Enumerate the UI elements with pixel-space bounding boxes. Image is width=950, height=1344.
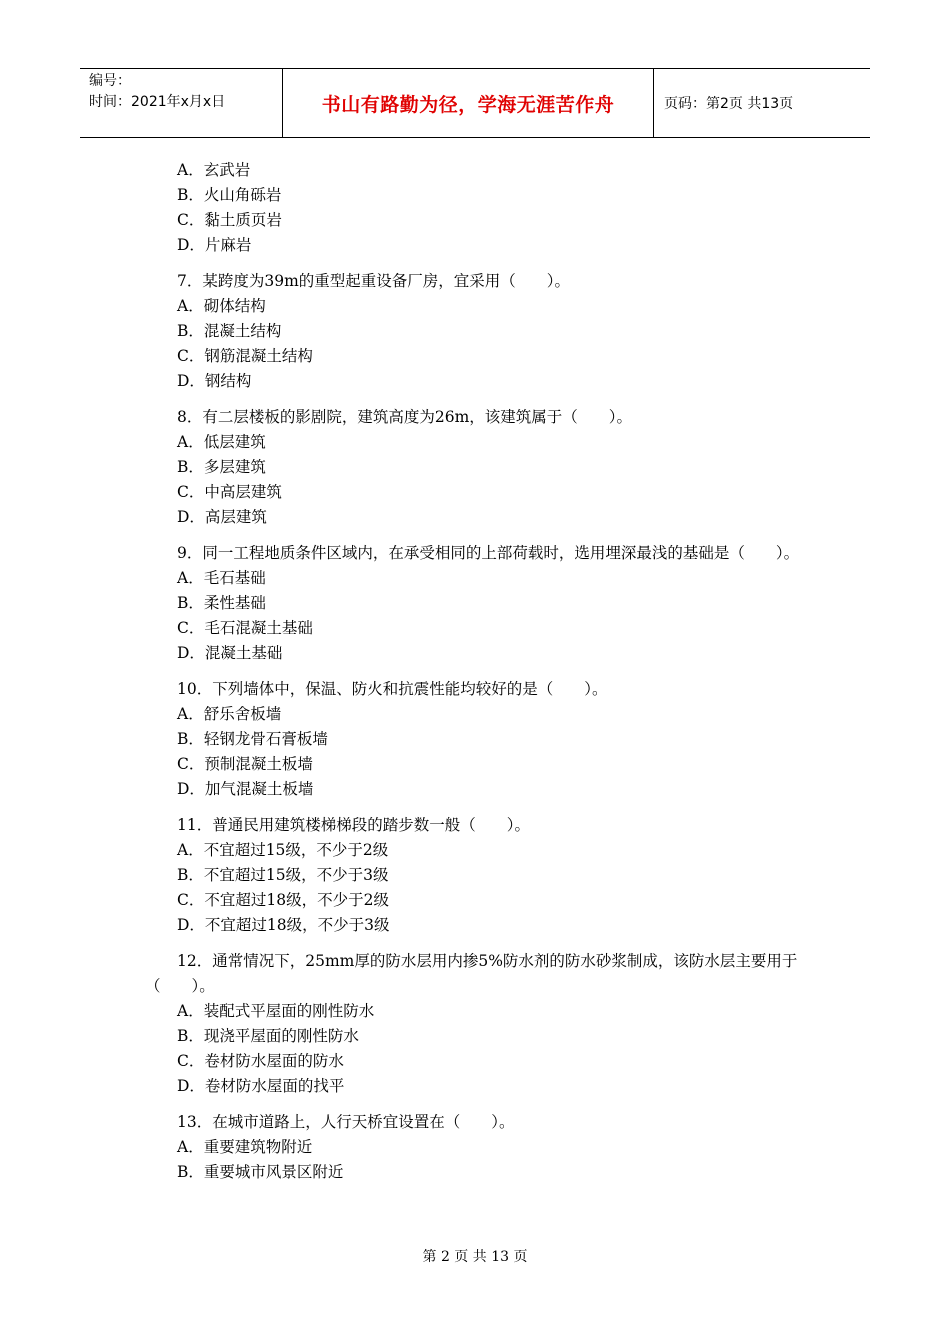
option-b: B．现浇平屋面的刚性防水 bbox=[177, 1027, 359, 1045]
option-b: B．多层建筑 bbox=[177, 458, 266, 476]
option-a: A．舒乐舍板墙 bbox=[177, 705, 282, 723]
option-a: A．不宜超过15级，不少于2级 bbox=[177, 841, 389, 859]
option-a: A．毛石基础 bbox=[177, 569, 266, 587]
document-time-label: 时间：2021年x月x日 bbox=[89, 94, 226, 110]
option-a: A．低层建筑 bbox=[177, 433, 266, 451]
header-page-info: 页码：第2页 共13页 bbox=[664, 96, 794, 112]
option-c: C．钢筋混凝土结构 bbox=[177, 347, 313, 365]
option-c: C．预制混凝土板墙 bbox=[177, 755, 313, 773]
option-a: A．装配式平屋面的刚性防水 bbox=[177, 1002, 375, 1020]
question-10: 10．下列墙体中，保温、防火和抗震性能均较好的是（ ）。 bbox=[177, 680, 608, 698]
option-b: B．火山角砾岩 bbox=[177, 186, 282, 204]
option-d: D．卷材防水屋面的找平 bbox=[177, 1077, 345, 1095]
option-c: C．不宜超过18级，不少于2级 bbox=[177, 891, 389, 909]
page-header bbox=[80, 68, 870, 138]
question-7: 7．某跨度为39m的重型起重设备厂房，宜采用（ ）。 bbox=[177, 272, 571, 290]
option-d: D．混凝土基础 bbox=[177, 644, 283, 662]
option-b: B．混凝土结构 bbox=[177, 322, 282, 340]
page-footer: 第 2 页 共 13 页 bbox=[422, 1249, 528, 1265]
question-8: 8．有二层楼板的影剧院，建筑高度为26m，该建筑属于（ ）。 bbox=[177, 408, 633, 426]
header-meta bbox=[80, 69, 282, 137]
option-b: B．不宜超过15级，不少于3级 bbox=[177, 866, 389, 884]
option-c: C．毛石混凝土基础 bbox=[177, 619, 313, 637]
option-d: D．不宜超过18级，不少于3级 bbox=[177, 916, 390, 934]
question-13: 13．在城市道路上，人行天桥宜设置在（ ）。 bbox=[177, 1113, 515, 1131]
header-motto: 书山有路勤为径，学海无涯苦作舟 bbox=[282, 69, 654, 137]
option-d: D．片麻岩 bbox=[177, 236, 252, 254]
question-11: 11．普通民用建筑楼梯梯段的踏步数一般（ ）。 bbox=[177, 816, 530, 834]
option-b: B．轻钢龙骨石膏板墙 bbox=[177, 730, 328, 748]
option-b: B．重要城市风景区附近 bbox=[177, 1163, 344, 1181]
option-a: A．玄武岩 bbox=[177, 161, 251, 179]
document-number-label: 编号： bbox=[89, 73, 131, 89]
question-9: 9．同一工程地质条件区域内，在承受相同的上部荷载时，选用埋深最浅的基础是（ ）。 bbox=[177, 544, 800, 562]
question-list bbox=[145, 158, 815, 1185]
option-b: B．柔性基础 bbox=[177, 594, 266, 612]
option-c: C．中高层建筑 bbox=[177, 483, 282, 501]
option-c: C．黏土质页岩 bbox=[177, 211, 282, 229]
option-d: D．高层建筑 bbox=[177, 508, 267, 526]
option-a: A．砌体结构 bbox=[177, 297, 266, 315]
question-6-options bbox=[145, 158, 815, 258]
option-d: D．钢结构 bbox=[177, 372, 252, 390]
option-a: A．重要建筑物附近 bbox=[177, 1138, 313, 1156]
option-d: D．加气混凝土板墙 bbox=[177, 780, 314, 798]
option-c: C．卷材防水屋面的防水 bbox=[177, 1052, 344, 1070]
question-12: 12．通常情况下，25mm厚的防水层用内掺5%防水剂的防水砂浆制成，该防水层主要用于（ ）。 bbox=[145, 952, 798, 995]
